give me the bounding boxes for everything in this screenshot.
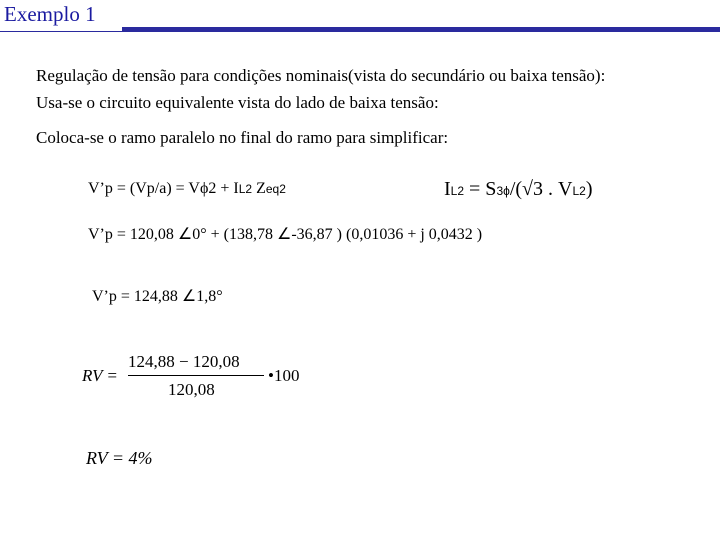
equation-vp (88, 180, 286, 198)
eq1-phi: ϕ2 (199, 180, 217, 197)
eq2-close: ) (585, 178, 593, 200)
eq2-rest: /(√3 . V (509, 178, 573, 200)
text-line-1: Regulação de tensão para condições nominais(vista do secundário ou baixa tensão): (36, 66, 606, 85)
equation-vp-result: V’p = 124,88 ∠1,8° (92, 288, 223, 305)
eq2-l2b: L2 (572, 184, 586, 198)
equation-rv (82, 350, 322, 410)
rv-lhs: RV = (82, 366, 118, 385)
rv-numerator: 124,88 − 120,08 (128, 352, 240, 371)
eq2-l2a: L2 (450, 184, 465, 198)
eq1-eq2: eq2 (265, 182, 286, 196)
eq1-l2: L2 (238, 182, 253, 196)
equation-vp-numeric: V’p = 120,08 ∠0° + (138,78 ∠-36,87 ) (0,01036 + j 0,0432 ) (88, 226, 483, 243)
text-line-3: Coloca-se o ramo paralelo no final do ramo para simplificar: (36, 128, 449, 147)
equation-il2 (444, 178, 593, 201)
eq1-z: Z (252, 180, 266, 197)
equation-rv-result: RV = 4% (86, 448, 153, 468)
eq2-i: I (444, 178, 451, 200)
slide-title: Exemplo 1 (4, 2, 96, 26)
text-line-2: Usa-se o circuito equivalente vista do lado de baixa tensão: (36, 93, 439, 112)
rv-multiplier: •100 (268, 366, 300, 385)
eq1-plus: + I (216, 180, 239, 197)
rv-fraction-bar (128, 375, 264, 376)
eq1-main: V’p = (Vp/a) = V (88, 180, 200, 197)
eq2-s: = S (464, 178, 497, 200)
eq2-3phi: 3ϕ (496, 184, 510, 198)
rv-denominator: 120,08 (168, 380, 215, 399)
title-rule-thin (0, 31, 720, 32)
